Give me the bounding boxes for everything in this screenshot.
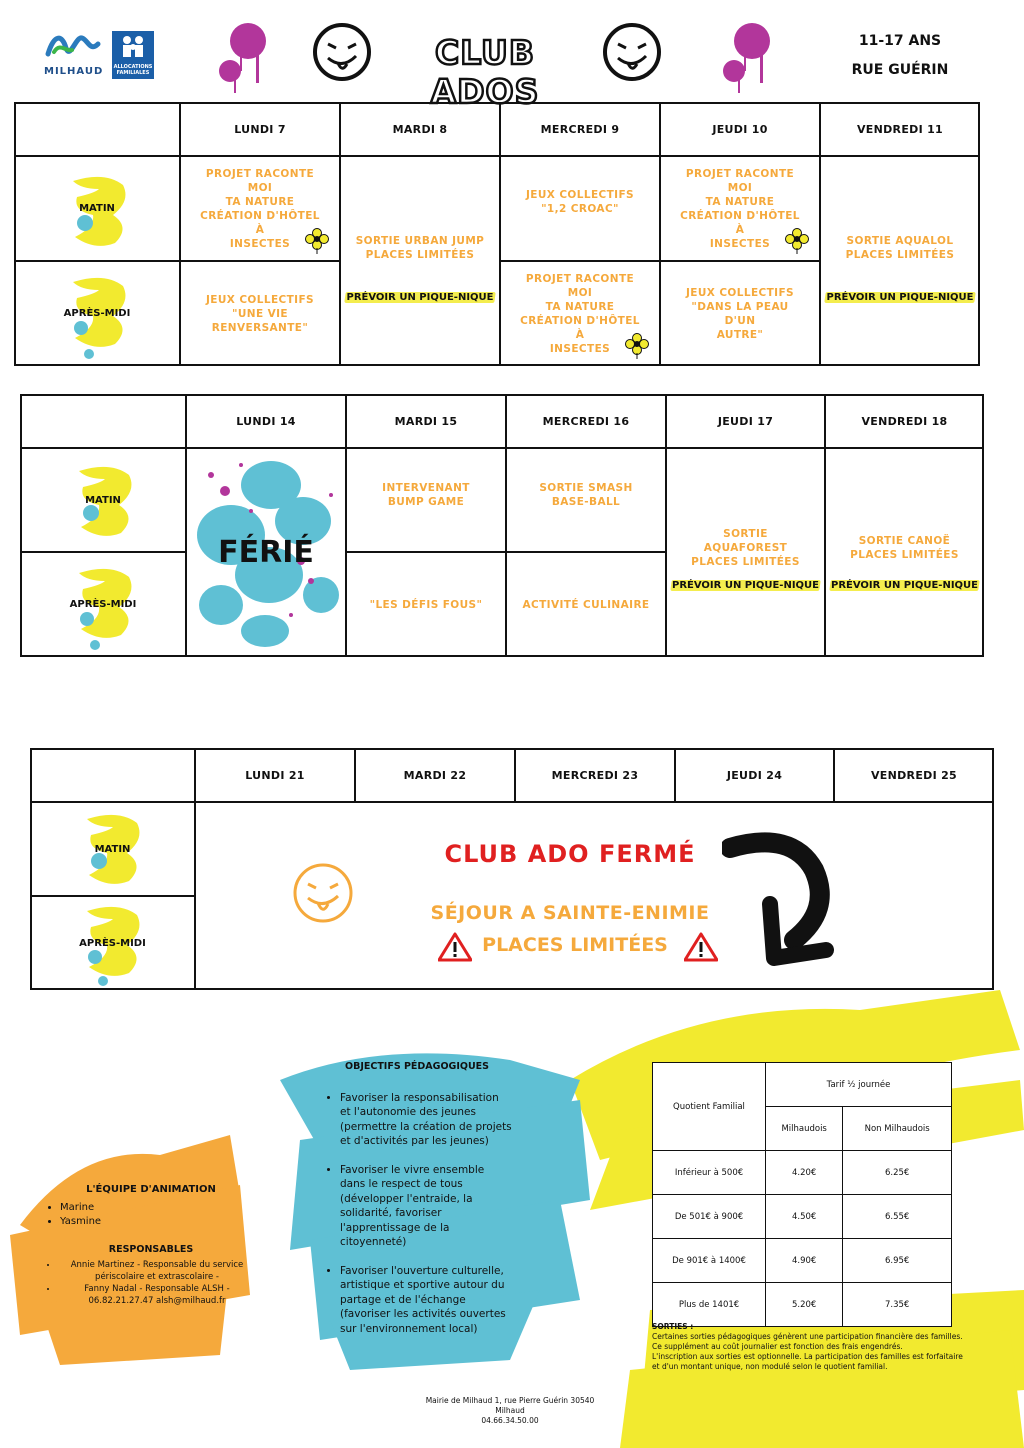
week1-matin-label: MATIN [79,203,115,214]
week1-jeudi-am: JEUX COLLECTIFS "DANS LA PEAU D'UN AUTRE" [660,261,820,366]
club-closed-label: CLUB ADO FERMÉ [444,840,696,868]
week3-day-mercredi: MERCREDI 23 [515,748,675,802]
address: RUE GUÉRIN [851,62,949,78]
tarif-row-a: 5.20€ [766,1283,843,1327]
objectif-item: • Favoriser l'ouverture culturelle, artistique et sportive autour du partage et de l'échange (favoriser les activités ouvertes sur l'environnement local) [340,1264,512,1337]
week2-day-vendredi: VENDREDI 18 [825,394,984,448]
week2-am-label-cell [20,552,186,657]
tarif-row-label: Inférieur à 500€ [653,1151,766,1195]
week2-vendredi-pique: PRÉVOIR UN PIQUE-NIQUE [830,577,979,593]
week2-mercredi-matin: SORTIE SMASH BASE-BALL [506,448,666,552]
tarif-row-label: De 501€ à 900€ [653,1195,766,1239]
tarif-col-milhaudois: Milhaudois [766,1107,843,1151]
milhaud-logo-text: MILHAUD [44,66,104,77]
tarif-row-label: De 901€ à 1400€ [653,1239,766,1283]
week2-jeudi: SORTIE AQUAFOREST PLACES LIMITÉES PRÉVOIR UN PIQUE-NIQUE [666,448,825,657]
week2-matin-label-cell [20,448,186,552]
week3-matin-label: MATIN [94,843,131,855]
equipe-member: • Marine [60,1201,256,1215]
week3-am-label: APRÈS-MIDI [79,937,146,949]
tarif-row-label: Plus de 1401€ [653,1283,766,1327]
milhaud-wave-icon [44,30,102,60]
objectifs-block [322,1060,512,1350]
footer-line1: Mairie de Milhaud 1, rue Pierre Guérin 30540 [425,1396,595,1405]
responsable-item: • Fanny Nadal - Responsable ALSH - 06.82.21.27.47 alsh@milhaud.fr [58,1283,256,1307]
week2-mardi-matin: INTERVENANT BUMP GAME [346,448,506,552]
tarif-row-b: 6.55€ [843,1195,952,1239]
objectif-item: • Favoriser le vivre ensemble dans le respect de tous (développer l'entraide, la solidarité, favoriser l'apprentissage de la citoyenneté) [340,1163,512,1250]
week3-day-mardi: MARDI 22 [355,748,515,802]
milhaud-logo [44,30,102,76]
week1-lundi-am: JEUX COLLECTIFS "UNE VIE RENVERSANTE" [180,261,340,366]
week3-matin-label-cell [30,802,195,896]
places-limitees-label: PLACES LIMITÉES [482,934,668,956]
week1-vendredi-pique: PRÉVOIR UN PIQUE-NIQUE [825,289,975,305]
week2-mardi-am: "LES DÉFIS FOUS" [346,552,506,657]
week3-am-label-cell [30,896,195,990]
flower-icon [625,333,649,359]
week2-jeudi-pique: PRÉVOIR UN PIQUE-NIQUE [671,577,820,593]
tarif-col-non-milhaudois: Non Milhaudois [843,1107,952,1151]
sorties-text2: L'inscription aux sorties est optionnelle. La participation des familles est forfaitaire et d'un montant unique, non modulé selon le quotient familial. [652,1352,963,1371]
footer-line2: Milhaud [495,1406,525,1415]
week3-day-jeudi: JEUDI 24 [675,748,834,802]
equipe-title: L'ÉQUIPE D'ANIMATION [86,1184,216,1195]
equipe-block [46,1183,256,1307]
week1-jeudi-matin: PROJET RACONTE MOI TA NATURE CRÉATION D'HÔTEL À INSECTES [660,156,820,261]
week2-day-mercredi: MERCREDI 16 [506,394,666,448]
week1-am-label-cell [14,261,180,366]
smiley-tongue-icon [600,20,664,84]
week1-lundi-matin: PROJET RACONTE MOI TA NATURE CRÉATION D'HÔTEL À INSECTES [180,156,340,261]
tarif-row-b: 6.95€ [843,1239,952,1283]
week2-day-lundi: LUNDI 14 [186,394,346,448]
week1-mercredi-matin: JEUX COLLECTIFS "1,2 CROAC" [500,156,660,261]
family-icon [118,34,148,60]
qf-header: Quotient Familial [653,1063,766,1151]
sorties-note [652,1322,972,1372]
week3-corner [30,748,195,802]
caf-logo [112,31,154,79]
week1-mardi: SORTIE URBAN JUMP PLACES LIMITÉES PRÉVOIR UN PIQUE-NIQUE [340,156,500,366]
week2-corner [20,394,186,448]
tarif-table [652,1062,952,1327]
caf-logo-line2: FAMILIALES [116,70,150,76]
week1-day-vendredi: VENDREDI 11 [820,102,980,156]
footer [410,1396,610,1426]
smiley-tongue-icon [310,20,374,84]
caf-logo-line1: ALLOCATIONS [113,64,153,70]
week3-day-lundi: LUNDI 21 [195,748,355,802]
tarif-row-a: 4.20€ [766,1151,843,1195]
week2-mercredi-am: ACTIVITÉ CULINAIRE [506,552,666,657]
responsables-title: RESPONSABLES [108,1244,194,1255]
week2-lundi-ferie [186,448,346,657]
week1-day-mercredi: MERCREDI 9 [500,102,660,156]
ferie-label: FÉRIÉ [218,535,314,570]
smiley-tongue-icon [290,860,356,926]
week1-am-label: APRÈS-MIDI [63,308,131,319]
equipe-member: • Yasmine [60,1215,256,1229]
purple-splash-right [716,15,776,95]
week2-matin-label: MATIN [85,494,121,506]
flower-icon [305,228,329,254]
objectif-item: • Favoriser la responsabilisation et l'autonomie des jeunes (permettre la création de projets et d'activités par les jeunes) [340,1091,512,1149]
page-title: CLUB ADOS [430,33,540,111]
week1-vendredi: SORTIE AQUALOL PLACES LIMITÉES PRÉVOIR UN PIQUE-NIQUE [820,156,980,366]
week2-day-mardi: MARDI 15 [346,394,506,448]
tarif-row-a: 4.50€ [766,1195,843,1239]
week1-mercredi-am: PROJET RACONTE MOI TA NATURE CRÉATION D'HÔTEL À INSECTES [500,261,660,366]
week2-vendredi: SORTIE CANOË PLACES LIMITÉES PRÉVOIR UN PIQUE-NIQUE [825,448,984,657]
sorties-title: SORTIES : [652,1322,694,1331]
week1-day-jeudi: JEUDI 10 [660,102,820,156]
week1-matin-label-cell [14,156,180,261]
black-arrow-icon [722,830,842,970]
week1-mardi-pique: PRÉVOIR UN PIQUE-NIQUE [345,289,495,305]
flower-icon [785,228,809,254]
objectifs-title: OBJECTIFS PÉDAGOGIQUES [345,1061,489,1072]
responsable-item: • Annie Martinez - Responsable du service périscolaire et extrascolaire - [58,1259,256,1283]
footer-line3: 04.66.34.50.00 [481,1416,539,1425]
sejour-label: SÉJOUR A SAINTE-ENIMIE [430,902,710,924]
week1-day-lundi: LUNDI 7 [180,102,340,156]
week1-corner [14,102,180,156]
sorties-text1: Certaines sorties pédagogiques génèrent une participation financière des familles. Ce supplément au coût journalier est fonction des frais engendrés. [652,1332,963,1351]
warning-icon [438,932,472,962]
week1-day-mardi: MARDI 8 [340,102,500,156]
tarif-row-a: 4.90€ [766,1239,843,1283]
week2-day-jeudi: JEUDI 17 [666,394,825,448]
age-range: 11-17 ANS [858,33,942,49]
warning-icon [684,932,718,962]
tarif-row-b: 6.25€ [843,1151,952,1195]
week2-am-label: APRÈS-MIDI [69,599,137,610]
tarif-row-b: 7.35€ [843,1283,952,1327]
week3-day-vendredi: VENDREDI 25 [834,748,994,802]
tarif-header: Tarif ½ journée [766,1063,952,1107]
purple-splash-left [212,15,272,95]
